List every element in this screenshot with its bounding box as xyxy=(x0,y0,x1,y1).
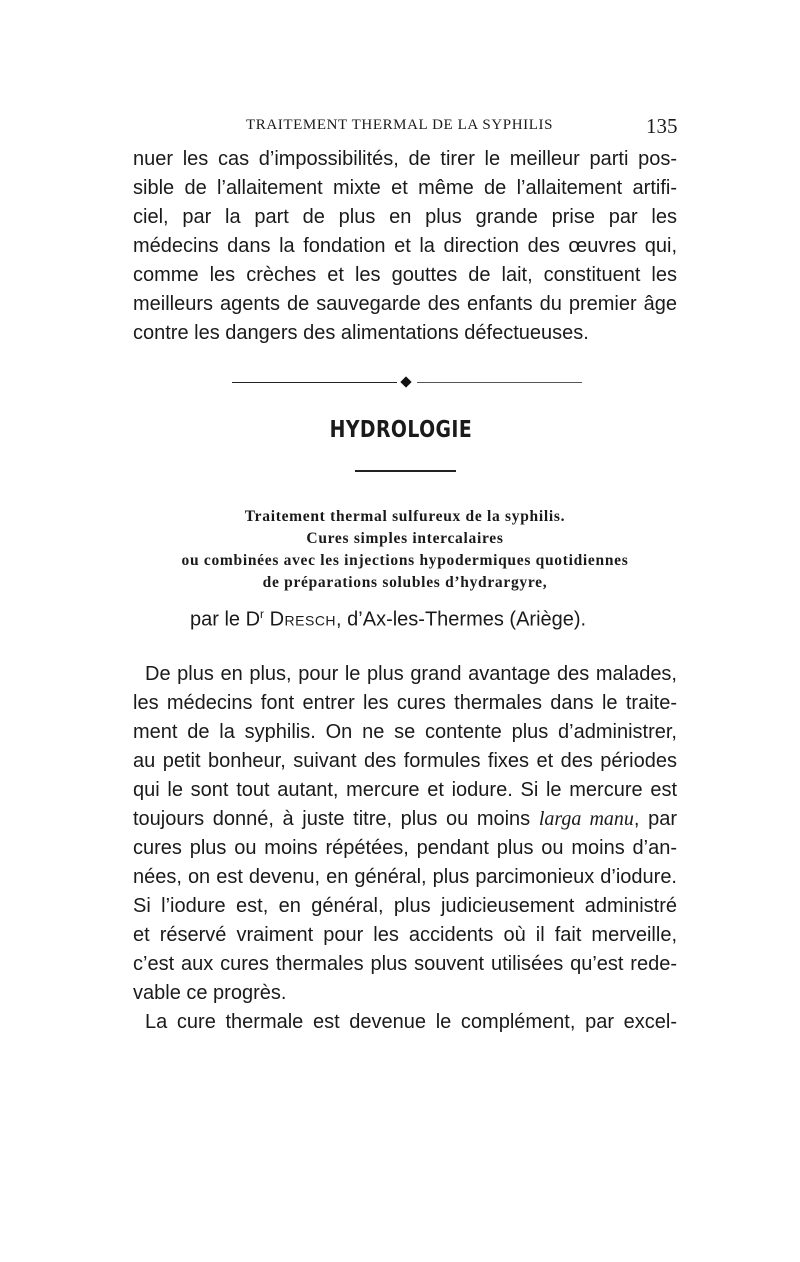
paragraph-main xyxy=(133,660,677,1037)
text-line: Si l’iodure est, en général, plus judicieusement administré xyxy=(133,895,677,917)
text-segment: toujours donné, à juste titre, plus ou moins xyxy=(133,808,531,830)
running-title: TRAITEMENT THERMAL DE LA SYPHILIS xyxy=(246,117,554,133)
text-line-with-italic xyxy=(133,805,677,834)
divider-line-right xyxy=(417,382,582,383)
text-line: La cure thermale est devenue le complément, par excel- xyxy=(145,1011,677,1033)
text-line: les médecins font entrer les cures thermales dans le traite- xyxy=(133,692,677,714)
byline-title-abbrev: r xyxy=(260,607,265,621)
author-name: Dresch xyxy=(269,608,337,631)
text-line: c’est aux cures thermales plus souvent utilisées qu’est rede- xyxy=(133,953,677,975)
text-line: ment de la syphilis. On ne se contente plus d’administrer, xyxy=(133,721,677,743)
ornamental-divider xyxy=(232,378,582,388)
text-line: au petit bonheur, suivant des formules fixes et des périodes xyxy=(133,750,677,772)
article-title-line: ou combinées avec les injections hypodermiques quotidiennes xyxy=(181,552,629,569)
heading-underline xyxy=(355,470,456,472)
byline-location: , d’Ax-les-Thermes (Ariège). xyxy=(336,608,587,631)
article-title-line: Cures simples intercalaires xyxy=(306,530,504,547)
page-number: 135 xyxy=(646,114,678,138)
text-line: comme les crèches et les gouttes de lait, constituent les xyxy=(133,264,677,286)
article-title xyxy=(120,506,690,594)
text-line: De plus en plus, pour le plus grand avantage des malades, xyxy=(145,663,677,685)
text-line: médecins dans la fondation et la direction des œuvres qui, xyxy=(133,235,677,257)
text-segment: , par xyxy=(633,808,677,830)
text-line: vable ce progrès. xyxy=(133,982,287,1004)
author-byline xyxy=(190,607,586,632)
text-line: cures plus ou moins répétées, pendant plus ou moins d’an- xyxy=(133,837,677,859)
article-title-line: Traitement thermal sulfureux de la syphilis. xyxy=(244,508,566,525)
divider-line-left xyxy=(232,382,397,383)
latin-phrase: larga manu xyxy=(538,808,634,830)
section-heading: HYDROLOGIE xyxy=(329,417,473,443)
text-line: contre les dangers des alimentations défectueuses. xyxy=(133,322,589,344)
text-line: et réservé vraiment pour les accidents où il fait merveille, xyxy=(133,924,677,946)
diamond-ornament-icon xyxy=(400,376,411,387)
text-line: nées, on est devenu, en général, plus parcimonieux d’iodure. xyxy=(133,866,677,888)
byline-prefix: par le D xyxy=(190,608,261,631)
text-line: sible de l’allaitement mixte et même de l’allaitement artifi- xyxy=(133,177,677,199)
paragraph-top xyxy=(133,145,677,348)
text-line: nuer les cas d’impossibilités, de tirer le meilleur parti pos- xyxy=(133,148,677,170)
text-line: ciel, par la part de plus en plus grande prise par les xyxy=(133,206,677,228)
text-line: qui le sont tout autant, mercure et iodure. Si le mercure est xyxy=(133,779,677,801)
text-line: meilleurs agents de sauvegarde des enfants du premier âge xyxy=(133,293,677,315)
article-title-line: de préparations solubles d’hydrargyre, xyxy=(262,574,548,591)
running-header xyxy=(0,114,800,138)
